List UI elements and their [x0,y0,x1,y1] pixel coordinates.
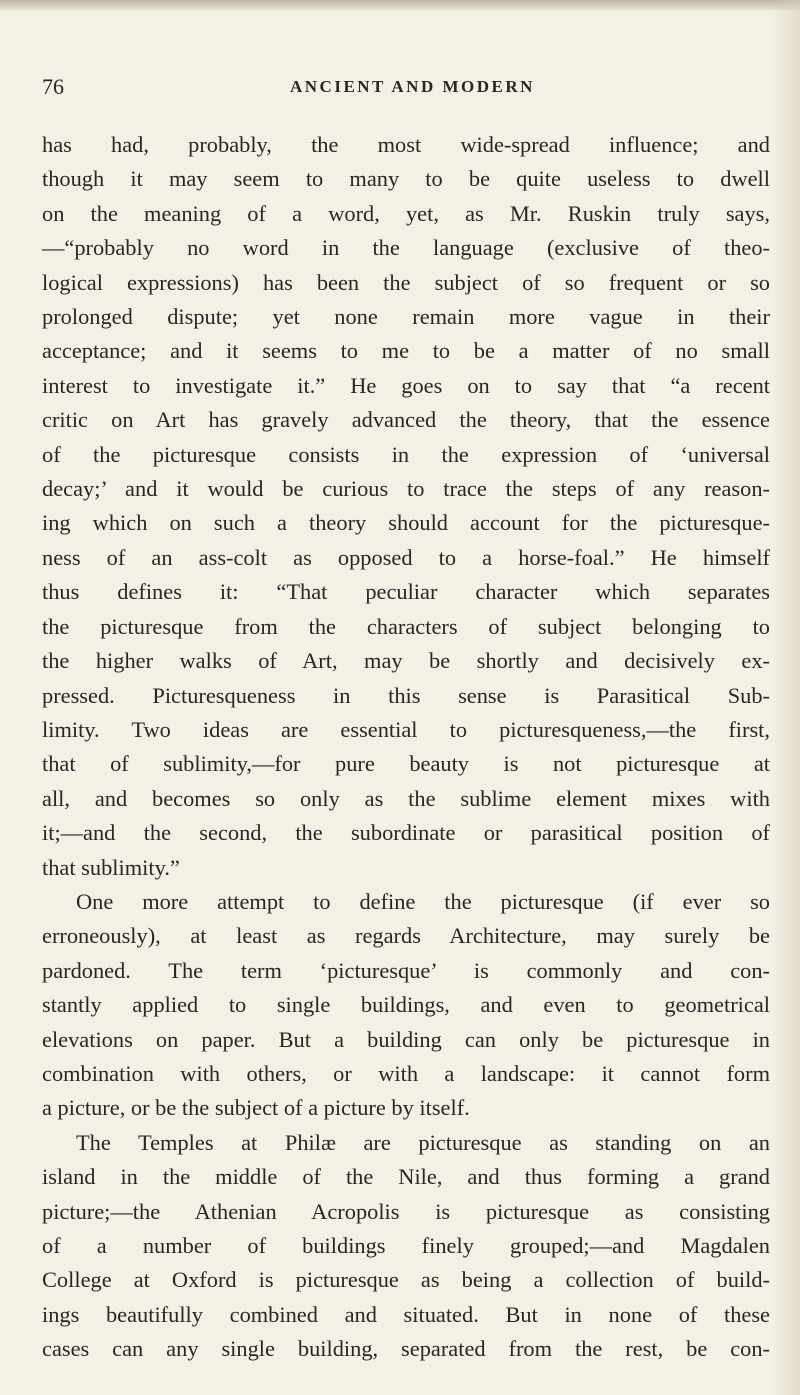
text-line: the picturesque from the characters of subject belonging to [42,613,770,639]
text-line: pardoned. The term ‘picturesque’ is commonly and con- [42,957,770,983]
text-line: thus defines it: “That peculiar character which separates [42,579,770,605]
text-line: acceptance; and it seems to me to be a matter of no small [42,338,770,364]
page-number: 76 [42,74,64,99]
paragraph-end-line: a picture, or be the subject of a picture by itself. [42,1095,470,1121]
text-line: pressed. Picturesqueness in this sense is Parasitical Sub- [42,682,770,708]
text-line: on the meaning of a word, yet, as Mr. Ruskin truly says, [42,200,770,226]
text-line: logical expressions) has been the subject of so frequent or so [42,269,770,295]
paragraph-start-line: One more attempt to define the picturesque (if ever so [76,888,770,914]
page-top-edge [0,0,800,10]
text-line: combination with others, or with a landscape: it cannot form [42,1060,770,1086]
running-head: ANCIENT AND MODERN [290,77,535,96]
text-line: limity. Two ideas are essential to picturesqueness,—the first, [42,716,770,742]
text-line: interest to investigate it.” He goes on to say that “a recent [42,372,770,398]
text-line: —“probably no word in the language (exclusive of theo- [42,235,770,261]
text-line: ing which on such a theory should account for the picturesque- [42,510,770,536]
text-line: of a number of buildings finely grouped;—and Magdalen [42,1233,770,1258]
body-text [42,128,770,1367]
text-line: College at Oxford is picturesque as being a collection of build- [42,1267,770,1293]
page-header [0,74,800,104]
text-line: decay;’ and it would be curious to trace the steps of any reason- [42,476,770,502]
text-line: has had, probably, the most wide-spread influence; and [42,132,770,157]
text-line: picture;—the Athenian Acropolis is picturesque as consisting [42,1198,770,1224]
text-line: ness of an ass-colt as opposed to a horse-foal.” He himself [42,544,770,570]
text-line: erroneously), at least as regards Architecture, may surely be [42,923,770,949]
text-line: elevations on paper. But a building can only be picturesque in [42,1026,770,1052]
text-line: all, and becomes so only as the sublime element mixes with [42,785,770,811]
text-line: that of sublimity,—for pure beauty is not picturesque at [42,751,770,777]
text-line: prolonged dispute; yet none remain more vague in their [42,304,770,330]
text-line: the higher walks of Art, may be shortly and decisively ex- [42,648,770,674]
text-line: of the picturesque consists in the expression of ‘universal [42,441,770,467]
text-line: it;—and the second, the subordinate or parasitical position of [42,820,770,846]
text-line: though it may seem to many to be quite useless to dwell [42,166,770,192]
text-line: island in the middle of the Nile, and thus forming a grand [42,1164,770,1190]
page-gutter-shadow [772,0,800,1395]
text-line: ings beautifully combined and situated. But in none of these [42,1301,770,1327]
text-line: cases can any single building, separated from the rest, be con- [42,1336,770,1362]
text-line: stantly applied to single buildings, and even to geometrical [42,992,770,1018]
paragraph-end-line: that sublimity.” [42,854,180,880]
text-line: critic on Art has gravely advanced the theory, that the essence [42,407,770,433]
paragraph-start-line: The Temples at Philæ are picturesque as standing on an [76,1129,770,1155]
